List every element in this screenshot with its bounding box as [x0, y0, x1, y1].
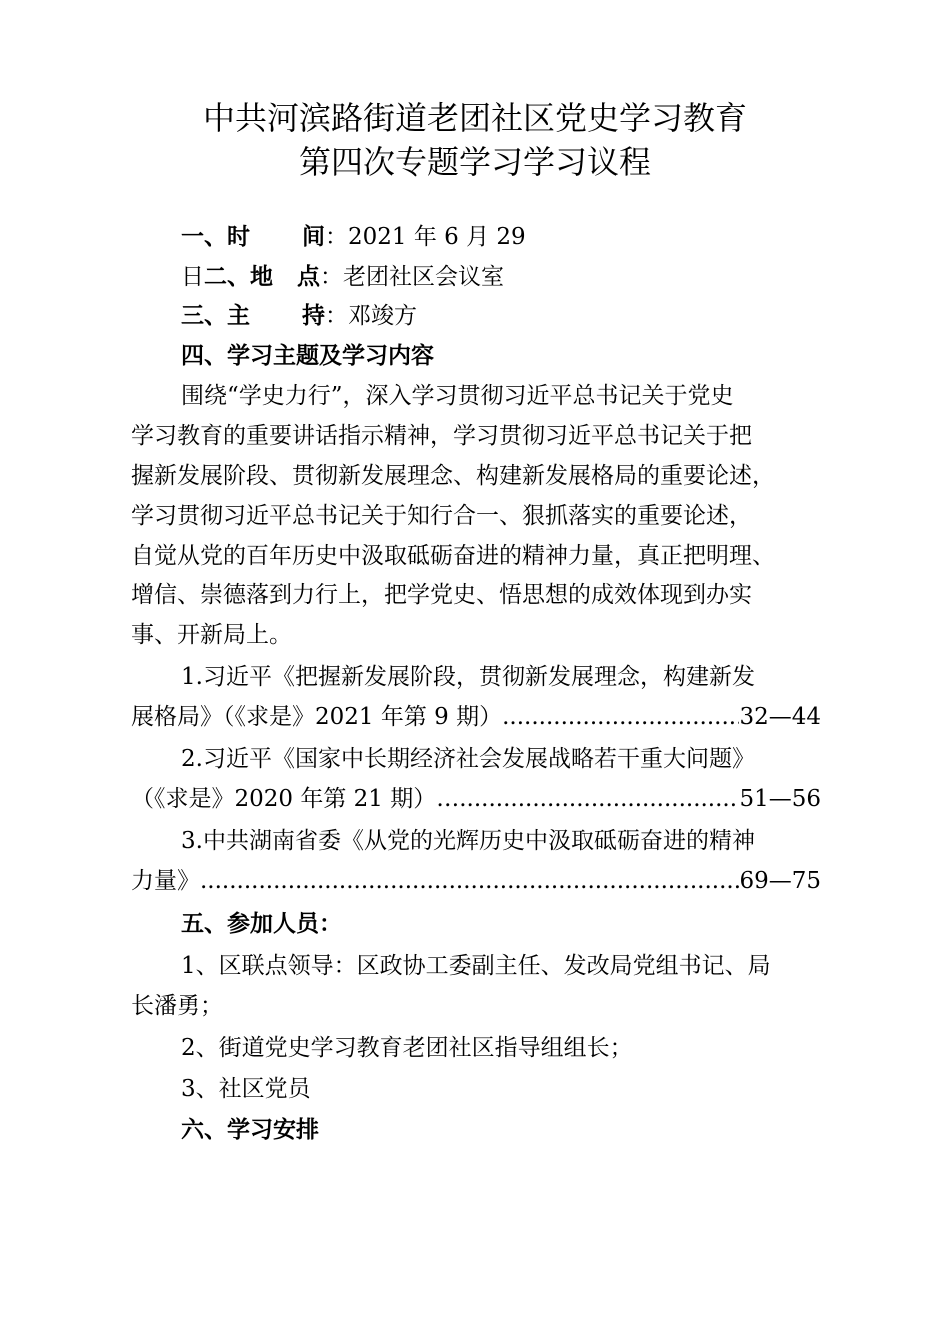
body-line-7: 事、开新局上。: [131, 622, 292, 648]
time-label-a: 一、时: [181, 224, 250, 250]
reading-1-leader: [502, 697, 739, 737]
body-line-6: 增信、崇德落到力行上，把学党史、悟思想的成效体现到办实: [131, 582, 752, 608]
place-prefix: 日: [181, 264, 204, 290]
reading-2-pages: 51—56: [739, 786, 821, 812]
host-value: ：邓竣方: [325, 303, 417, 329]
reading-2-line2: [131, 779, 821, 819]
reading-3-source: 力量》: [131, 868, 200, 894]
attendee-2: 2、街道党史学习教育老团社区指导组组长；: [181, 1035, 633, 1061]
body-line-2: 学习教育的重要讲话指示精神，学习贯彻习近平总书记关于把: [131, 423, 752, 449]
reading-2-source: （《求是》2020 年第 21 期）…: [131, 786, 460, 812]
reading-2-line1: 2.习近平《国家中长期经济社会发展战略若干重大问题》: [181, 746, 755, 772]
place-row: [181, 257, 871, 297]
body-line-5: 自觉从党的百年历史中汲取砥砺奋进的精神力量，真正把明理、: [131, 543, 775, 569]
reading-1-pages: 32—44: [739, 704, 821, 730]
attendee-3: 3、社区党员: [181, 1076, 311, 1102]
reading-3-pages: 69—75: [739, 868, 821, 894]
reading-1-source: 展格局》（《求是》2021 年第 9 期）: [131, 704, 503, 730]
attendee-1-line1: 1、区联点领导：区政协工委副主任、发改局党组书记、局: [181, 953, 771, 979]
document-title-line1: 中共河滨路街道老团社区党史学习教育: [202, 99, 747, 137]
schedule-heading: 六、学习安排: [181, 1117, 319, 1143]
reading-3-line1: 3.中共湖南省委《从党的光辉历史中汲取砥砺奋进的精神: [181, 828, 755, 854]
document-title-line2: 第四次专题学习学习议程: [298, 143, 651, 181]
reading-3-line2: [131, 861, 821, 901]
reading-1-line1: 1.习近平《把握新发展阶段，贯彻新发展理念，构建新发: [181, 664, 755, 690]
attendee-1-line2: 长潘勇；: [131, 993, 223, 1019]
host-label-a: 三、主: [181, 303, 250, 329]
time-row: [181, 217, 821, 257]
host-row: [181, 296, 821, 336]
place-label-b: 点: [297, 264, 320, 290]
body-line-3: 握新发展阶段、贯彻新发展理念、构建新发展格局的重要论述，: [131, 463, 775, 489]
place-value: ：老团社区会议室: [320, 264, 504, 290]
topic-heading: 四、学习主题及学习内容: [181, 343, 434, 369]
host-label-b: 持: [302, 303, 325, 329]
reading-1-line2: [131, 697, 821, 737]
body-line-1: 围绕“学史力行”，深入学习贯彻习近平总书记关于党史: [181, 383, 734, 409]
attendees-heading: 五、参加人员：: [181, 911, 342, 937]
time-value: ：2021 年 6 月 29: [325, 224, 526, 250]
reading-2-leader: [459, 779, 739, 819]
place-label-a: 二、地: [204, 264, 273, 290]
reading-3-leader: [200, 861, 739, 901]
time-label-b: 间: [302, 224, 325, 250]
body-line-4: 学习贯彻习近平总书记关于知行合一、狠抓落实的重要论述，: [131, 503, 752, 529]
